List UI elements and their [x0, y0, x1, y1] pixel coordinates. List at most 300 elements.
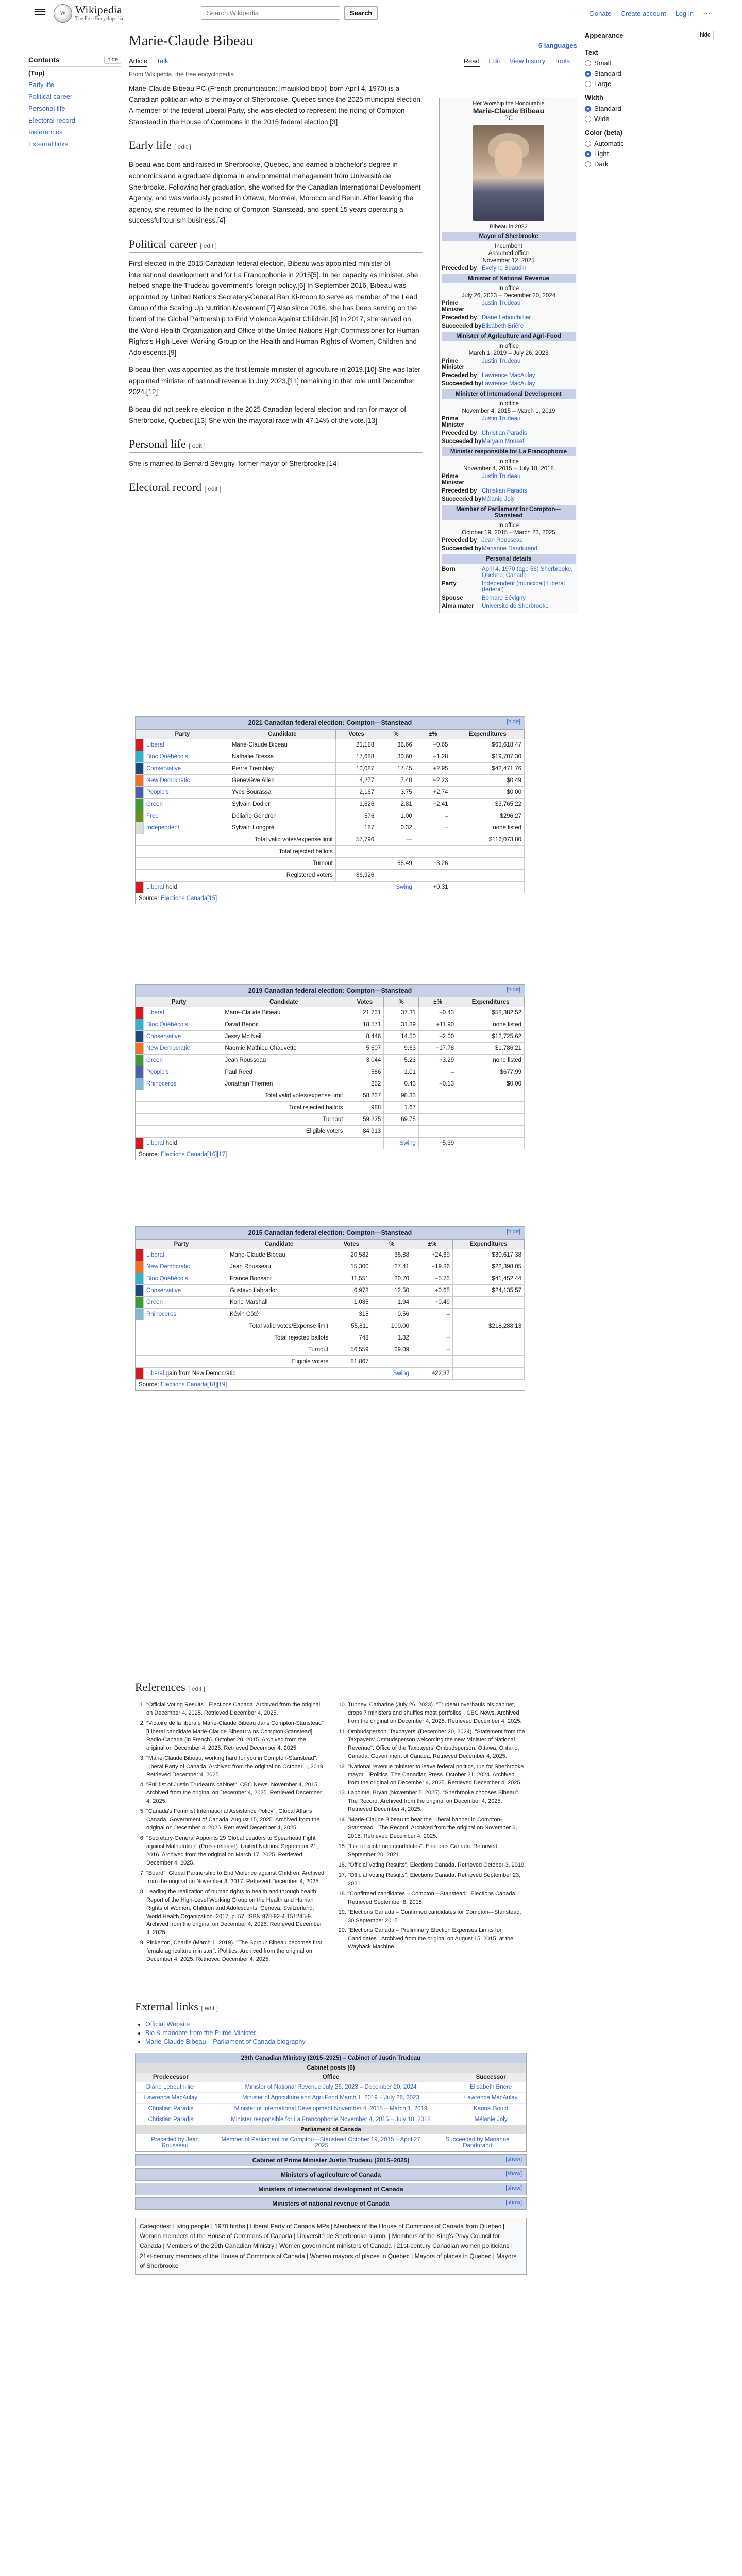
totals-label: Total valid votes/expense limit [136, 1090, 346, 1102]
heading-political-career: Political career [ edit ] [129, 238, 423, 253]
edit-link[interactable]: [ edit ] [188, 1685, 205, 1692]
reference-item[interactable]: 13. Lapointe, Bryan (November 5, 2025). "Sherbrooke chooses Bibeau". The Record. Archived from the original on December 4, 2025. Retrieved December 4, 2025. [348, 1789, 527, 1814]
reference-item[interactable]: 7. "Board". Global Partnership to End Violence against Children. Archived from the original on November 3, 2017. Retrieved December 4, 2025. [146, 1870, 325, 1886]
infobox-row [442, 429, 576, 437]
toc-title: Contents [28, 56, 60, 64]
party-name[interactable]: New Democratic [144, 1261, 227, 1273]
totals-row [136, 1114, 525, 1126]
totals-row [136, 1126, 525, 1138]
party-name[interactable]: Liberal [144, 1007, 222, 1019]
infobox-row [442, 437, 576, 446]
expenditures: $42,471.76 [451, 763, 524, 775]
change: – [415, 822, 451, 834]
totals-label: Total rejected ballots [136, 846, 336, 858]
candidate-name: Jean Rousseau [222, 1055, 346, 1066]
expenditures: $19,787.30 [451, 751, 524, 763]
party-color-swatch [136, 799, 144, 810]
party-name[interactable]: Green [144, 799, 229, 810]
category-links[interactable]: Categories: Living people | 1970 births | Liberal Party of Canada MPs | Members of the House of Commons of Canada from Quebec | Women members of the House of Commons of Canada | Université de Sherbrooke alumni | Members of the King's Privy Council for Canada | Members of the 29th Canadian Ministry | Women government ministers of Canada | 21st-century Canadian women politicians | 21st-century members of the House of Commons of Canada | Women mayors of places in Quebec | Mayors of places in Quebec | Mayors of Sherbrooke [135, 2218, 527, 2275]
create-account-link[interactable]: Create account [620, 9, 666, 18]
party-color-swatch [136, 1309, 144, 1320]
reference-item[interactable]: 1. "Official Voting Results". Elections Canada. Archived from the original on December 4, 2025. Retrieved December 4, 2025. [146, 1701, 325, 1718]
infobox-row-label: Prime Minister [442, 473, 465, 486]
election-table [135, 1226, 525, 1391]
totals-value [452, 1356, 524, 1368]
navbox-row [136, 2093, 526, 2104]
result-cell [144, 1138, 384, 1149]
change: +11.90 [418, 1019, 457, 1031]
width-label: Width [585, 94, 603, 101]
collapsed-navbox-title[interactable]: Ministers of international development of Canada [258, 2185, 403, 2193]
text-standard-option[interactable]: Standard [585, 70, 714, 77]
navbox-header-office: Office [206, 2073, 456, 2082]
swing-label[interactable]: Swing [372, 1368, 412, 1380]
source-label: Source: [139, 895, 159, 902]
navbox-cell[interactable]: Lawrence MacAulay [456, 2093, 526, 2104]
infobox-row [442, 487, 576, 495]
external-link-pm-bio[interactable]: Bio & mandate from the Prime Minister [145, 2029, 256, 2037]
totals-value [457, 1126, 525, 1138]
party-name[interactable]: Green [144, 1297, 227, 1309]
navbox-show-toggle[interactable]: [show] [505, 2185, 522, 2191]
navbox-cell[interactable]: Christian Paradis [136, 2114, 206, 2125]
edit-link[interactable]: [ edit ] [201, 2005, 218, 2012]
candidate-row [136, 810, 525, 822]
party-name[interactable]: Bloc Québécois [144, 751, 229, 763]
expenditures: $296.27 [451, 810, 524, 822]
tab-read[interactable]: Read [464, 57, 480, 67]
party-color-swatch [136, 1285, 144, 1297]
swing-label[interactable]: Swing [384, 1138, 419, 1149]
infobox-row-value[interactable]: Justin Trudeau [482, 300, 521, 307]
expenditures: $63,618.47 [451, 739, 524, 751]
infobox-row [442, 602, 576, 611]
change: −0.13 [418, 1078, 457, 1090]
expenditures: $0.00 [457, 1078, 525, 1090]
infobox-office-band[interactable]: Minister of National Revenue [442, 274, 576, 283]
toc-hide-button[interactable]: hide [104, 56, 121, 64]
infobox-row-value[interactable]: Christian Paradis [482, 488, 527, 494]
expenditures: $58,382.52 [457, 1007, 525, 1019]
party-name[interactable]: Independent [144, 822, 229, 834]
collapsed-navbox-title[interactable]: Cabinet of Prime Minister Justin Trudeau (2015–2025) [252, 2157, 410, 2164]
reference-item[interactable]: 5. "Canada's Feminist International Assistance Policy". Global Affairs Canada. Government of Canada. August 15, 2025. Archived from the original on December 4, 2025. Retrieved December 4, 2025. [146, 1808, 325, 1833]
result-party[interactable]: Liberal [146, 1370, 164, 1377]
reference-item[interactable]: 20. "Elections Canada – Preliminary Election Expenses Limits for Candidates". Archived from the original on August 15, 2015, at the Wayback Machine. [348, 1927, 527, 1952]
reference-item[interactable]: 4. "Full list of Justin Trudeau's cabinet". CBC News. November 4, 2015. Archived from the original on December 4, 2025. Retrieved December 4, 2025. [146, 1781, 325, 1806]
tab-edit[interactable]: Edit [488, 57, 500, 65]
party-name[interactable]: Free [144, 810, 229, 822]
portrait-photo[interactable] [473, 125, 544, 221]
tab-talk[interactable]: Talk [156, 57, 168, 65]
infobox-row-value[interactable]: Marianne Dandurand [482, 546, 538, 552]
change: +3.29 [418, 1055, 457, 1066]
swing-value: +22.37 [412, 1368, 452, 1380]
totals-value [451, 846, 524, 858]
candidate-name: Geneviève Allen [229, 775, 335, 787]
toc-item-top[interactable]: (Top) [28, 69, 45, 77]
totals-value [451, 858, 524, 870]
infobox-row-label: Succeeded by [442, 496, 482, 502]
color-label: Color (beta) [585, 129, 622, 137]
candidate-name: Nathalie Bresse [229, 751, 335, 763]
wordmark[interactable]: Wikipedia [75, 4, 123, 16]
reference-item[interactable]: 6. "Secretary-General Appoints 29 Global Leaders to Spearhead Fight against Malnutrition" (Press release). United Nations. September 21, 2016. Archived from the original on March 17, 2025. Retrieved December 4, 2025. [146, 1835, 325, 1868]
navbox-row [136, 2082, 526, 2093]
political-paragraph-3: Bibeau did not seek re-election in the 2025 Canadian federal election and ran for mayor of Sherbrooke, Quebec.[13] She won the mayoral race with 47.14% of the vote.[13] [129, 405, 407, 425]
more-options-icon[interactable]: ⋯ [703, 9, 711, 18]
result-row [136, 882, 525, 893]
totals-label: Total rejected ballots [136, 1332, 331, 1344]
election-hide-toggle[interactable]: [hide] [507, 987, 520, 993]
party-color-swatch [136, 1297, 144, 1309]
votes: 2,167 [335, 787, 377, 799]
percent: 1.00 [377, 810, 415, 822]
expenditures [452, 1297, 524, 1309]
totals-value [418, 1126, 457, 1138]
votes: 4,277 [335, 775, 377, 787]
totals-value [412, 1320, 452, 1332]
column-header: Votes [346, 997, 384, 1007]
expenditures: $3,765.22 [451, 799, 524, 810]
party-name[interactable]: Conservative [144, 1031, 222, 1043]
wikipedia-globe-logo[interactable]: W [54, 4, 72, 23]
reference-item[interactable]: 19. "Elections Canada – Confirmed candidates for Compton—Stanstead, 30 September 2015". [348, 1909, 527, 1925]
edit-link[interactable]: [ edit ] [174, 143, 191, 151]
width-standard-option[interactable]: Standard [585, 105, 714, 112]
width-wide-option[interactable]: Wide [585, 115, 714, 123]
column-header: Candidate [227, 1240, 331, 1249]
party-color-swatch [136, 751, 144, 763]
party-name[interactable]: New Democratic [144, 775, 229, 787]
column-header: Votes [331, 1240, 372, 1249]
navbox-cell[interactable]: Karina Gould [456, 2104, 526, 2114]
infobox-row-value[interactable]: Justin Trudeau [482, 358, 521, 364]
result-word: hold [165, 884, 177, 890]
swing-label[interactable]: Swing [377, 882, 415, 893]
tab-article[interactable]: Article [129, 57, 147, 67]
infobox-row-value[interactable]: Lawrence MacAulay [482, 372, 535, 379]
infobox-office-band[interactable]: Minister of Agriculture and Agri-Food [442, 332, 576, 341]
reference-item[interactable]: 3. "Marie-Claude Bibeau, working hard for you in Compton-Stanstead". Liberal Party of Canada. Archived from the original on October 1, 2019. Retrieved December 4, 2025. [146, 1755, 325, 1780]
election-title-text[interactable]: 2021 Canadian federal election: Compton—Stanstead [248, 719, 412, 726]
totals-value: 98.33 [384, 1090, 419, 1102]
navbox-cell[interactable]: Minister responsible for La Francophonie November 4, 2015 – July 18, 2018 [206, 2114, 456, 2125]
totals-value: — [377, 834, 415, 846]
infobox-term-line: In office [498, 285, 519, 292]
infobox-row-value[interactable]: Elisabeth Brière [482, 323, 524, 329]
toc-item-political-career[interactable]: Political career [28, 93, 73, 100]
infobox-row-value[interactable]: Université de Sherbrooke [482, 603, 549, 609]
election-table [135, 716, 525, 904]
infobox-office-band[interactable]: Mayor of Sherbrooke [442, 232, 576, 241]
votes: 586 [346, 1066, 384, 1078]
edit-link[interactable]: [ edit ] [200, 242, 217, 249]
navbox-show-toggle[interactable]: [show] [505, 2199, 522, 2206]
color-light-option[interactable]: Light [585, 150, 714, 158]
totals-value [415, 834, 451, 846]
infobox-row-value[interactable]: Évelyne Beaudin [482, 265, 527, 272]
party-name[interactable]: Rhinoceros [144, 1078, 222, 1090]
source-link[interactable]: Elections Canada[16][17] [160, 1151, 227, 1158]
infobox-row-value[interactable]: Mélanie Joly [482, 496, 515, 502]
parliament-office[interactable]: Member of Parliament for Compton—Stanstead October 19, 2015 – April 27, 2025 [214, 2134, 429, 2151]
party-name[interactable]: New Democratic [144, 1043, 222, 1055]
navbox-cell[interactable]: Minister of Agriculture and Agri-Food March 1, 2019 – July 26, 2023 [206, 2093, 456, 2104]
infobox-row-value[interactable]: Christian Paradis [482, 430, 527, 436]
external-link-official-website[interactable]: Official Website [145, 2021, 190, 2028]
votes: 10,087 [335, 763, 377, 775]
navbox-show-toggle[interactable]: [show] [505, 2156, 522, 2162]
party-color-swatch [136, 775, 144, 787]
party-color-swatch [136, 1007, 144, 1019]
party-name[interactable]: Bloc Québécois [144, 1273, 227, 1285]
column-header: Party [136, 730, 229, 739]
infobox-row-value[interactable]: Justin Trudeau [482, 416, 521, 422]
edit-link[interactable]: [ edit ] [204, 485, 222, 493]
color-dark-option[interactable]: Dark [585, 160, 714, 168]
change: – [412, 1309, 452, 1320]
toc-item-early-life[interactable]: Early life [28, 81, 54, 89]
totals-value [451, 870, 524, 882]
party-color-swatch [136, 787, 144, 799]
totals-value: 81,867 [331, 1356, 372, 1368]
election-hide-toggle[interactable]: [hide] [507, 1229, 520, 1235]
infobox-row-label: Preceded by [442, 430, 477, 436]
infobox-row [442, 545, 576, 553]
tab-view-history[interactable]: View history [509, 57, 546, 65]
cabinet-navbox [135, 2053, 527, 2152]
result-party[interactable]: Liberal [146, 1140, 164, 1146]
infobox-row [442, 322, 576, 330]
infobox-row-label: Succeeded by [442, 323, 482, 329]
candidate-row [136, 1007, 525, 1019]
change: −0.49 [412, 1297, 452, 1309]
navbox-cell[interactable]: Minister of National Revenue July 26, 2023 – December 20, 2024 [206, 2082, 456, 2093]
navbox-subtitle: Cabinet posts (6) [136, 2063, 526, 2073]
party-name[interactable]: Conservative [144, 763, 229, 775]
column-header: Candidate [222, 997, 346, 1007]
infobox-row-label: Prime Minister [442, 358, 465, 370]
infobox-row-label: Succeeded by [442, 438, 482, 445]
totals-value [418, 1090, 457, 1102]
infobox-office-band[interactable]: Member of Parliament for Compton—Stanstead [442, 505, 576, 520]
candidate-name: Déliane Gendron [229, 810, 335, 822]
reference-item[interactable]: 17. "Official Voting Results". Elections Canada. Retrieved September 23, 2021. [348, 1872, 527, 1888]
navbox-cell[interactable]: Christian Paradis [136, 2104, 206, 2114]
party-name[interactable]: People's [144, 787, 229, 799]
infobox-row-value[interactable]: Lawrence MacAulay [482, 381, 535, 387]
log-in-link[interactable]: Log in [675, 9, 694, 18]
result-party[interactable]: Liberal [146, 884, 164, 890]
votes: 20,582 [331, 1249, 372, 1261]
external-links-section [135, 1989, 527, 2275]
totals-value: 84,913 [346, 1126, 384, 1138]
reference-item[interactable]: 8. Leading the realization of human rights to health and through health: Report of the High-Level Working Group on the Health and Human Rights of Women, Children and Adolescents. Geneva, Switzerland: World Health Organization. 2017. p. 57. ISBN 978-92-4-151245-9. Archived from the original on December 4, 2025. Retrieved December 4, 2025. [146, 1888, 325, 1938]
personal-paragraph: She is married to Bernard Sévigny, former mayor of Sherbrooke.[14] [129, 460, 339, 468]
navbox-cell[interactable]: Diane Lebouthillier [136, 2082, 206, 2093]
parliament-predecessor[interactable]: Preceded by Jean Rousseau [136, 2134, 214, 2151]
expenditures: $0.49 [451, 775, 524, 787]
reference-item[interactable]: 12. "National revenue minister to leave federal politics, run for Sherbrooke mayor". iPolitics. The Canadian Press. October 21, 2024. Archived from the original on December 4, 2025. Retrieved December 4, 2025. [348, 1763, 527, 1788]
infobox-row-value[interactable]: Maryam Monsef [482, 438, 525, 445]
party-color-swatch [136, 1078, 144, 1090]
source-link[interactable]: Elections Canada[18][19] [160, 1382, 227, 1388]
external-link-parliament-bio[interactable]: Marie-Claude Bibeau – Parliament of Canada biography [145, 2038, 306, 2045]
election-source [136, 1380, 525, 1390]
totals-value [418, 1114, 457, 1126]
totals-label: Total rejected ballots [136, 1102, 346, 1114]
totals-value [457, 1090, 525, 1102]
party-name[interactable]: Liberal [144, 1249, 227, 1261]
election-hide-toggle[interactable]: [hide] [507, 719, 520, 725]
search-input[interactable] [201, 6, 340, 20]
candidate-row [136, 822, 525, 834]
infobox-row-value[interactable]: Bernard Sévigny [482, 595, 526, 601]
totals-value [457, 1102, 525, 1114]
column-header: Expenditures [451, 730, 524, 739]
percent: 17.45 [377, 763, 415, 775]
infobox-row-value[interactable]: Independent (municipal) Liberal (federal) [482, 581, 565, 593]
totals-value: 58,237 [346, 1090, 384, 1102]
election-source [136, 1149, 525, 1160]
references-section [135, 1669, 527, 1966]
column-header: % [377, 730, 415, 739]
votes: 8,446 [346, 1031, 384, 1043]
totals-value: $116,073.80 [451, 834, 524, 846]
reference-item[interactable]: 2. "Victoire de la libérale Marie-Claude Bibeau dans Compton-Stanstead" [Liberal candidate Marie-Claude Bibeau wins Compton-Stanstead]. Radio-Canada (in French). October 20, 2015. Archived from the original on December 4, 2025. Retrieved December 4, 2025. [146, 1720, 325, 1753]
reference-item[interactable]: 14. "Marie-Claude Bibeau to bear the Liberal banner in Compton-Stanstead". The Record. Archived from the original on November 6, 2015. Retrieved December 4, 2025. [348, 1816, 527, 1841]
toc-item-electoral-record[interactable]: Electoral record [28, 116, 76, 124]
references-list-left [135, 1701, 325, 1966]
parliament-successor[interactable]: Succeeded by Marianne Dandurand [429, 2134, 526, 2151]
infobox-office-band[interactable]: Minister responsible for La Francophonie [442, 447, 576, 456]
candidate-name: Naomie Mathieu Chauvette [222, 1043, 346, 1055]
source-label: Source: [139, 1382, 159, 1388]
totals-row [136, 1356, 525, 1368]
election-header-row [136, 997, 525, 1007]
change: −0.65 [415, 739, 451, 751]
infobox-row-value[interactable]: April 4, 1970 (age 56) Sherbrooke, Quebec, Canada [482, 566, 573, 579]
candidate-name: Jessy Mc Neil [222, 1031, 346, 1043]
reference-item[interactable]: 10. Tunney, Catharine (July 26, 2023). "Trudeau overhauls his cabinet, drops 7 ministers and shuffles most portfolios". CBC News. Archived from the original on December 4, 2025. Retrieved December 4, 2025. [348, 1701, 527, 1726]
candidate-name: Marie-Claude Bibeau [227, 1249, 331, 1261]
party-name[interactable]: Conservative [144, 1285, 227, 1297]
text-small-option[interactable]: Small [585, 59, 714, 67]
party-name[interactable]: Green [144, 1055, 222, 1066]
party-name[interactable]: Bloc Québécois [144, 1019, 222, 1031]
expenditures [452, 1309, 524, 1320]
navbox-cell[interactable]: Lawrence MacAulay [136, 2093, 206, 2104]
reference-item[interactable]: 18. "Confirmed candidates – Compton—Stanstead". Elections Canada. Retrieved September 8, 2015. [348, 1890, 527, 1907]
totals-value: – [412, 1332, 452, 1344]
infobox-row [442, 594, 576, 602]
navbox-cell[interactable]: Minister of International Development November 4, 2015 – March 1, 2019 [206, 2104, 456, 2114]
election-title-text[interactable]: 2019 Canadian federal election: Compton—Stanstead [248, 987, 412, 994]
reference-item[interactable]: 15. "List of confirmed candidates". Elections Canada. Retrieved September 20, 2021. [348, 1843, 527, 1859]
infobox-row-value[interactable]: Diane Lebouthillier [482, 315, 531, 321]
candidate-name: Sylvain Dodier [229, 799, 335, 810]
text-large-option[interactable]: Large [585, 80, 714, 88]
result-color-swatch [136, 1138, 144, 1149]
election-header-row [136, 1240, 525, 1249]
donate-link[interactable]: Donate [589, 9, 612, 18]
expenditures: $1,786.21 [457, 1043, 525, 1055]
party-name[interactable]: Rhinoceros [144, 1309, 227, 1320]
appearance-hide-button[interactable]: hide [697, 31, 714, 39]
tab-tools[interactable]: Tools [554, 57, 570, 65]
infobox-row [442, 357, 576, 371]
navbox-cell[interactable]: Mélanie Joly [456, 2114, 526, 2125]
candidate-name: Jean Rousseau [227, 1261, 331, 1273]
party-color-swatch [136, 1261, 144, 1273]
infobox-office-band[interactable]: Personal details [442, 554, 576, 564]
infobox-row-value[interactable]: Jean Rousseau [482, 537, 523, 544]
color-automatic-option[interactable]: Automatic [585, 140, 714, 147]
result-row [136, 1368, 525, 1380]
percent: 20.70 [372, 1273, 412, 1285]
totals-value: 59,225 [346, 1114, 384, 1126]
collapsed-navbox-title[interactable]: Ministers of national revenue of Canada [272, 2200, 390, 2207]
infobox-row-value[interactable]: Justin Trudeau [482, 473, 521, 480]
edit-link[interactable]: [ edit ] [189, 442, 206, 450]
result-word: gain from New Democratic [165, 1370, 236, 1377]
page-title: Marie-Claude Bibeau [129, 33, 254, 49]
languages-button[interactable]: 5 languages [538, 42, 577, 49]
navbox-show-toggle[interactable]: [show] [505, 2171, 522, 2177]
reference-item[interactable]: 16. "Official Voting Results". Elections Canada. Retrieved October 3, 2019. [348, 1861, 527, 1870]
infobox-term-line: In office [498, 343, 519, 349]
totals-label: Turnout [136, 1114, 346, 1126]
party-name[interactable]: People's [144, 1066, 222, 1078]
heading-electoral-record: Electoral record [ edit ] [129, 481, 423, 496]
source-link[interactable]: Elections Canada[15] [160, 895, 217, 902]
change: +0.65 [412, 1285, 452, 1297]
collapsed-navbox-title[interactable]: Ministers of agriculture of Canada [280, 2171, 381, 2178]
votes: 252 [346, 1078, 384, 1090]
totals-value: 66.49 [377, 858, 415, 870]
candidate-row [136, 1019, 525, 1031]
main-menu-icon[interactable] [35, 7, 45, 15]
table-of-contents [28, 26, 121, 150]
totals-label: Eligible voters [136, 1126, 346, 1138]
toc-item-external-links[interactable]: External links [28, 140, 69, 148]
infobox-office-band[interactable]: Minister of International Development [442, 389, 576, 399]
election-title-text[interactable]: 2015 Canadian federal election: Compton—Stanstead [248, 1229, 412, 1236]
column-header: Expenditures [457, 997, 525, 1007]
toc-item-references[interactable]: References [28, 128, 63, 136]
election-table [135, 984, 525, 1160]
party-name[interactable]: Liberal [144, 739, 229, 751]
reference-item[interactable]: 9. Pinkerton, Charlie (March 1, 2019). "The Sproul: Bibeau becomes first female agriculture minister". iPolitics. Archived from the original on December 4, 2025. Retrieved December 4, 2025. [146, 1939, 325, 1964]
article-main [129, 26, 577, 609]
totals-value: 69.09 [372, 1344, 412, 1356]
infobox-term-line: In office [498, 459, 519, 465]
expenditures: $12,725.62 [457, 1031, 525, 1043]
navbox-cell[interactable]: Elisabeth Brière [456, 2082, 526, 2093]
infobox [439, 98, 578, 613]
totals-row [136, 846, 525, 858]
infobox-term-line: November 4, 2015 – July 18, 2018 [463, 466, 554, 472]
reference-item[interactable]: 11. Ombudsperson, Taxpayers' (December 20, 2024). "Statement from the Taxpayers' Ombudsperson welcoming the new Minister of National Revenue". Office of the Taxpayers' Ombudsperson. Ottawa, Ontario, Canada: Government of Canada. Retrieved December 4, 2025. [348, 1728, 527, 1761]
navbox-title[interactable]: 29th Canadian Ministry (2015–2025) – Cabinet of Justin Trudeau [136, 2053, 526, 2063]
infobox-honorific: Her Worship the Honourable [473, 100, 545, 107]
toc-item-personal-life[interactable]: Personal life [28, 105, 65, 112]
search-button[interactable]: Search [344, 6, 378, 20]
candidate-row [136, 1078, 525, 1090]
candidate-row [136, 763, 525, 775]
totals-value: $218,288.13 [452, 1320, 524, 1332]
